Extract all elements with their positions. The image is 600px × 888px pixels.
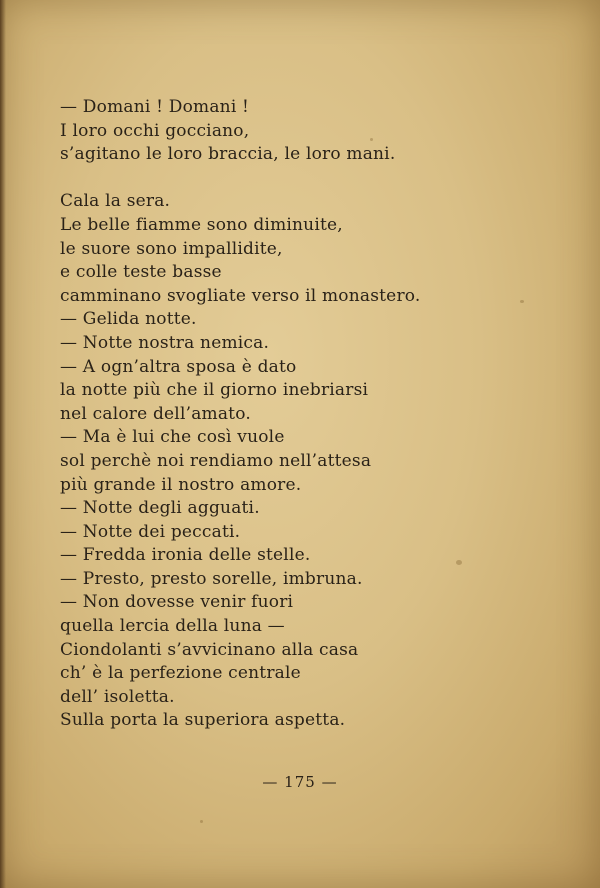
poem-line: ch’ è la perfezione centrale <box>60 663 301 684</box>
page-edge <box>0 0 6 888</box>
poem-line: — Gelida notte. <box>60 309 197 330</box>
poem-line: sol perchè noi rendiamo nell’attesa <box>60 450 372 471</box>
poem-line: Sulla porta la superiora aspetta. <box>60 710 346 731</box>
paper-speck <box>200 820 203 823</box>
poem-line: — Notte nostra nemica. <box>60 332 270 353</box>
poem-line: camminano svogliate verso il monastero. <box>60 285 421 306</box>
poem-line: Le belle fiamme sono diminuite, <box>60 214 343 235</box>
page-number: — 175 — <box>262 773 338 791</box>
poem-line: dell’ isoletta. <box>60 686 175 707</box>
poem-line: Cala la sera. <box>60 191 171 212</box>
poem-text <box>60 96 421 757</box>
paper-speck <box>370 138 373 141</box>
poem-line: e colle teste basse <box>60 262 222 283</box>
poem-line: — Ma è lui che così vuole <box>60 427 285 448</box>
stanza <box>60 96 421 167</box>
poem-line: — A ogn’altra sposa è dato <box>60 356 297 377</box>
poem-line: le suore sono impallidite, <box>60 238 283 259</box>
stanza <box>60 190 421 733</box>
poem-line: più grande il nostro amore. <box>60 474 302 495</box>
poem-line: nel calore dell’amato. <box>60 403 251 424</box>
poem-line: Ciondolanti s’avvicinano alla casa <box>60 639 359 660</box>
poem-line: — Notte degli agguati. <box>60 498 260 519</box>
poem-line: — Notte dei peccati. <box>60 521 241 542</box>
poem-line: — Presto, presto sorelle, imbruna. <box>60 568 363 589</box>
poem-line: — Fredda ironia delle stelle. <box>60 545 311 566</box>
poem-line: — Non dovesse venir fuori <box>60 592 294 613</box>
poem-line: I loro occhi gocciano, <box>60 120 250 141</box>
paper-speck <box>520 300 524 303</box>
poem-line: s’agitano le loro braccia, le loro mani. <box>60 144 396 165</box>
poem-line: — Domani ! Domani ! <box>60 97 250 117</box>
poem-line: la notte più che il giorno inebriarsi <box>60 380 369 401</box>
paper-speck <box>456 560 462 565</box>
poem-line: quella lercia della luna — <box>60 616 285 637</box>
